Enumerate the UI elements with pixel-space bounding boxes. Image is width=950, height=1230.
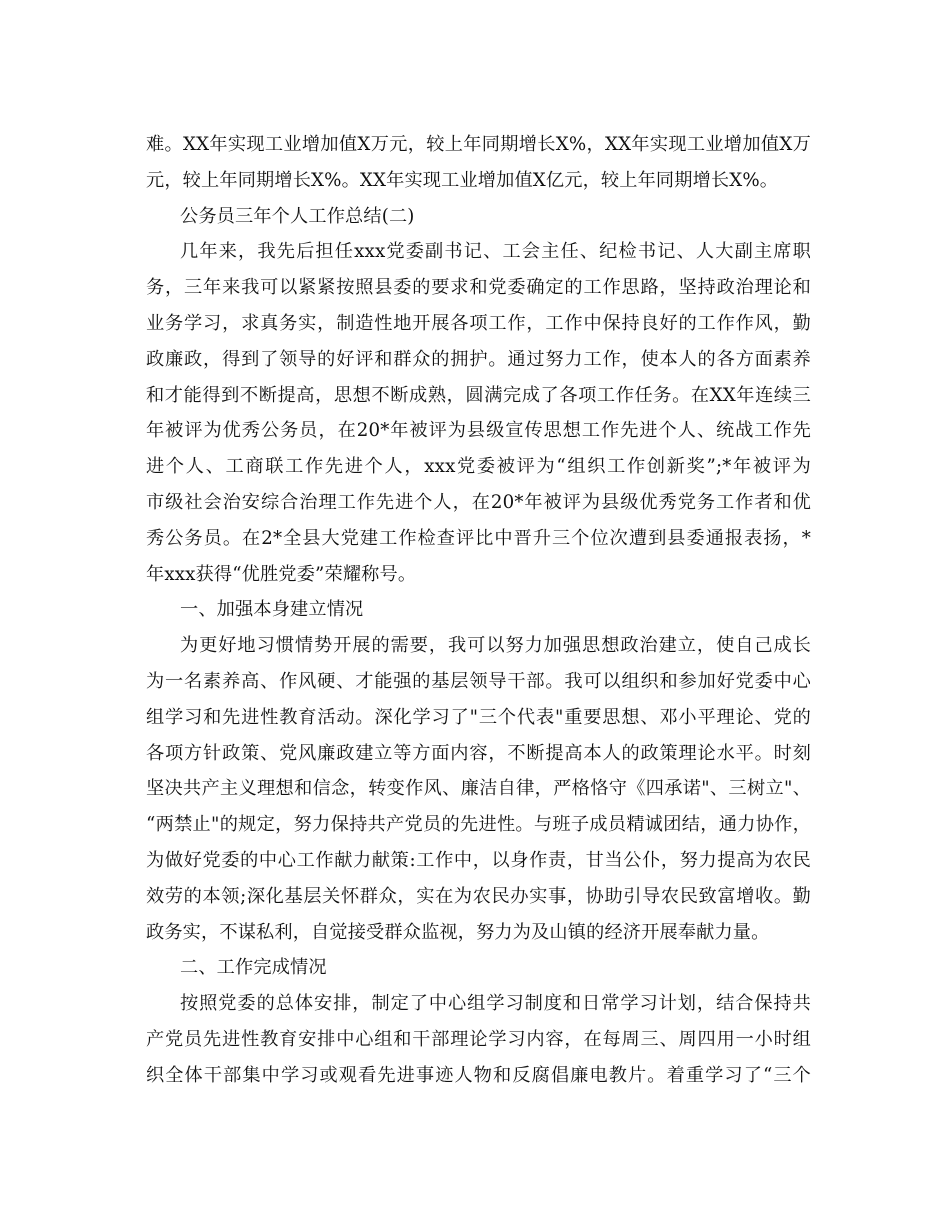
text-line: “两禁止"的规定，努力保持共产党员的先进性。与班子成员精诚团结，通力协作， — [146, 814, 811, 836]
text-line: 公务员三年个人工作总结(二) — [180, 205, 415, 227]
text-line: 年xxx获得“优胜党委”荣耀称号。 — [146, 563, 417, 585]
text-line: 二、工作完成情况 — [180, 957, 327, 979]
text-line: 务，三年来我可以紧紧按照县委的要求和党委确定的工作思路，坚持政治理论和 — [146, 277, 811, 299]
text-line: 秀公务员。在2*全县大党建工作检查评比中晋升三个位次遭到县委通报表扬，* — [146, 527, 811, 549]
text-line: 市级社会治安综合治理工作先进个人，在20*年被评为县级优秀党务工作者和优 — [146, 491, 811, 513]
text-line: 政务实，不谋私利，自觉接受群众监视，努力为及山镇的经济开展奉献力量。 — [146, 921, 770, 943]
text-line: 织全体干部集中学习或观看先进事迹人物和反腐倡廉电教片。着重学习了“三个 — [146, 1064, 811, 1086]
text-line: 一、加强本身建立情况 — [180, 599, 364, 621]
text-line: 几年来，我先后担任xxx党委副书记、工会主任、纪检书记、人大副主席职 — [180, 241, 811, 263]
text-line: 为做好党委的中心工作献力献策:工作中，以身作责，甘当公仆，努力提高为农民 — [146, 849, 811, 871]
text-line: 坚决共产主义理想和信念，转变作风、廉洁自律，严格恪守《四承诺"、三树立"、 — [146, 778, 811, 800]
text-line: 各项方针政策、党风廉政建立等方面内容，不断提高本人的政策理论水平。时刻 — [146, 742, 811, 764]
text-line: 进个人、工商联工作先进个人，xxx党委被评为“组织工作创新奖”;*年被评为 — [146, 456, 811, 478]
text-line: 为一名素养高、作风硬、才能强的基层领导干部。我可以组织和参加好党委中心 — [146, 670, 811, 692]
text-line: 按照党委的总体安排，制定了中心组学习制度和日常学习计划，结合保持共 — [180, 993, 811, 1015]
document-body — [146, 127, 811, 1094]
text-line: 产党员先进性教育安排中心组和干部理论学习内容，在每周三、周四用一小时组 — [146, 1028, 811, 1050]
text-line: 业务学习，求真务实，制造性地开展各项工作，工作中保持良好的工作作风，勤 — [146, 312, 811, 334]
text-line: 为更好地习惯情势开展的需要，我可以努力加强思想政治建立，使自己成长 — [180, 635, 811, 657]
text-line: 效劳的本领;深化基层关怀群众，实在为农民办实事，协助引导农民致富增收。勤 — [146, 885, 811, 907]
text-line: 和才能得到不断提高，思想不断成熟，圆满完成了各项工作任务。在XX年连续三 — [146, 384, 811, 406]
text-line: 元，较上年同期增长X%。XX年实现工业增加值X亿元，较上年同期增长X%。 — [146, 169, 779, 191]
text-line: 难。XX年实现工业增加值X万元，较上年同期增长X%，XX年实现工业增加值X万 — [146, 134, 811, 155]
text-line: 政廉政，得到了领导的好评和群众的拥护。通过努力工作，使本人的各方面素养 — [146, 348, 811, 370]
text-line: 年被评为优秀公务员，在20*年被评为县级宣传思想工作先进个人、统战工作先 — [146, 420, 811, 442]
text-line: 组学习和先进性教育活动。深化学习了"三个代表"重要思想、邓小平理论、党的 — [146, 706, 811, 728]
